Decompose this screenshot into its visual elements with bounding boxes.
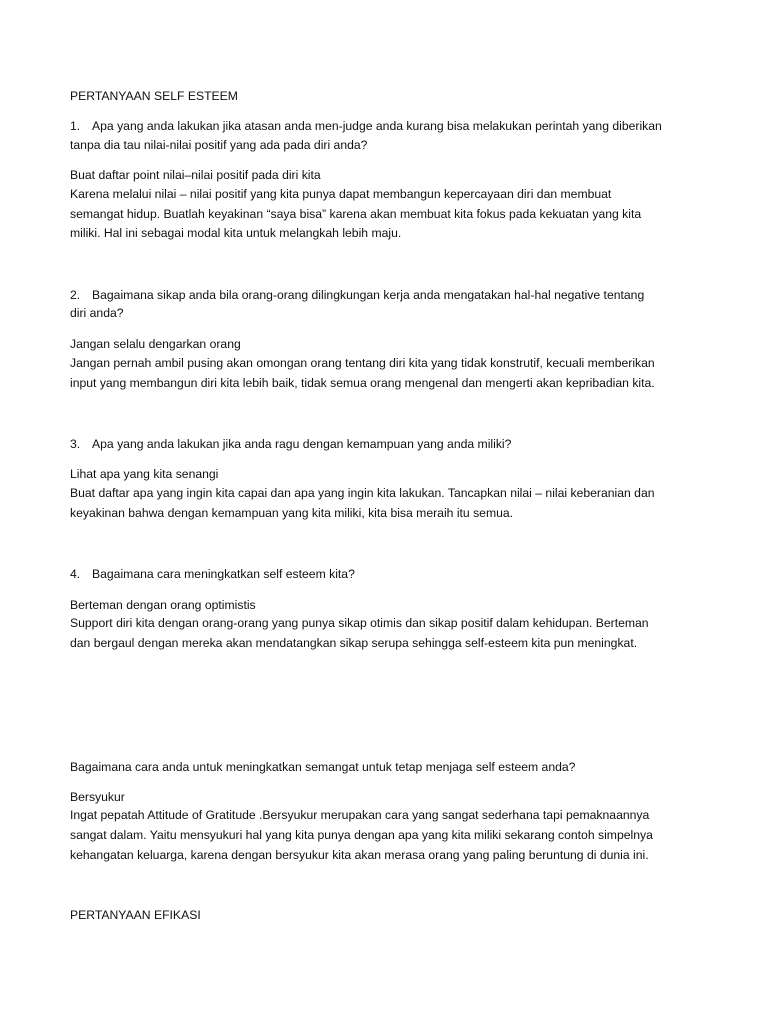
- question-4-text: Bagaimana cara meningkatkan self esteem kita?: [92, 567, 355, 581]
- answer-4-title: Berteman dengan orang optimistis: [70, 598, 256, 612]
- answer-1-title: Buat daftar point nilai–nilai positif pada diri kita: [70, 168, 321, 182]
- answer-5-title: Bersyukur: [70, 790, 125, 804]
- answer-3-title: Lihat apa yang kita senangi: [70, 467, 219, 481]
- answer-1-line-2: semangat hidup. Buatlah keyakinan “saya bisa” karena akan membuat kita fokus pada kekuatan yang kita: [70, 207, 642, 221]
- answer-2-line-2: input yang membangun diri kita lebih baik, tidak semua orang mengenal dan mengerti akan kepribadian kita.: [70, 376, 655, 390]
- question-3-line-1: [70, 434, 511, 454]
- question-2-line-2: diri anda?: [70, 306, 124, 320]
- heading-efikasi: PERTANYAAN EFIKASI: [70, 908, 201, 922]
- question-3-number: 3.: [70, 437, 81, 451]
- answer-1-line-1: Karena melalui nilai – nilai positif yang kita punya dapat membangun kepercayaan diri dan membuat: [70, 187, 612, 201]
- question-4-number: 4.: [70, 567, 81, 581]
- answer-5-line-3: kehangatan keluarga, karena dengan bersyukur kita akan merasa orang yang paling beruntung di dunia ini.: [70, 848, 649, 862]
- question-5-line-1: Bagaimana cara anda untuk meningkatkan semangat untuk tetap menjaga self esteem anda?: [70, 760, 576, 774]
- question-1-line-1: [70, 116, 662, 136]
- answer-4-line-2: dan bergaul dengan mereka akan mendatangkan sikap serupa sehingga self-esteem kita pun meningkat.: [70, 636, 638, 650]
- answer-5-line-1: Ingat pepatah Attitude of Gratitude .Bersyukur merupakan cara yang sangat sederhana tapi pemaknaannya: [70, 808, 650, 822]
- question-3-text: Apa yang anda lakukan jika anda ragu dengan kemampuan yang anda miliki?: [92, 437, 512, 451]
- question-1-text: Apa yang anda lakukan jika atasan anda men-judge anda kurang bisa melakukan perintah yang diberikan: [92, 119, 662, 133]
- answer-3-line-2: keyakinan bahwa dengan kemampuan yang kita miliki, kita bisa meraih itu semua.: [70, 506, 514, 520]
- answer-2-title: Jangan selalu dengarkan orang: [70, 337, 241, 351]
- answer-1-line-3: miliki. Hal ini sebagai modal kita untuk melangkah lebih maju.: [70, 226, 402, 240]
- question-2-text: Bagaimana sikap anda bila orang-orang dilingkungan kerja anda mengatakan hal-hal negative tentang: [92, 288, 645, 302]
- answer-2-line-1: Jangan pernah ambil pusing akan omongan orang tentang diri kita yang tidak konstrutif, kecuali memberikan: [70, 356, 655, 370]
- question-2-number: 2.: [70, 288, 81, 302]
- question-2-line-1: [70, 285, 644, 305]
- answer-4-line-1: Support diri kita dengan orang-orang yang punya sikap otimis dan sikap positif dalam kehidupan. Berteman: [70, 616, 649, 630]
- heading-self-esteem: PERTANYAAN SELF ESTEEM: [70, 89, 238, 103]
- question-1-line-2: tanpa dia tau nilai-nilai positif yang ada pada diri anda?: [70, 138, 368, 152]
- answer-5-line-2: sangat dalam. Yaitu mensyukuri hal yang kita punya dengan apa yang kita miliki sekarang contoh simpelnya: [70, 828, 653, 842]
- question-4-line-1: [70, 564, 355, 584]
- question-1-number: 1.: [70, 119, 81, 133]
- answer-3-line-1: Buat daftar apa yang ingin kita capai dan apa yang ingin kita lakukan. Tancapkan nilai – nilai keberanian dan: [70, 486, 655, 500]
